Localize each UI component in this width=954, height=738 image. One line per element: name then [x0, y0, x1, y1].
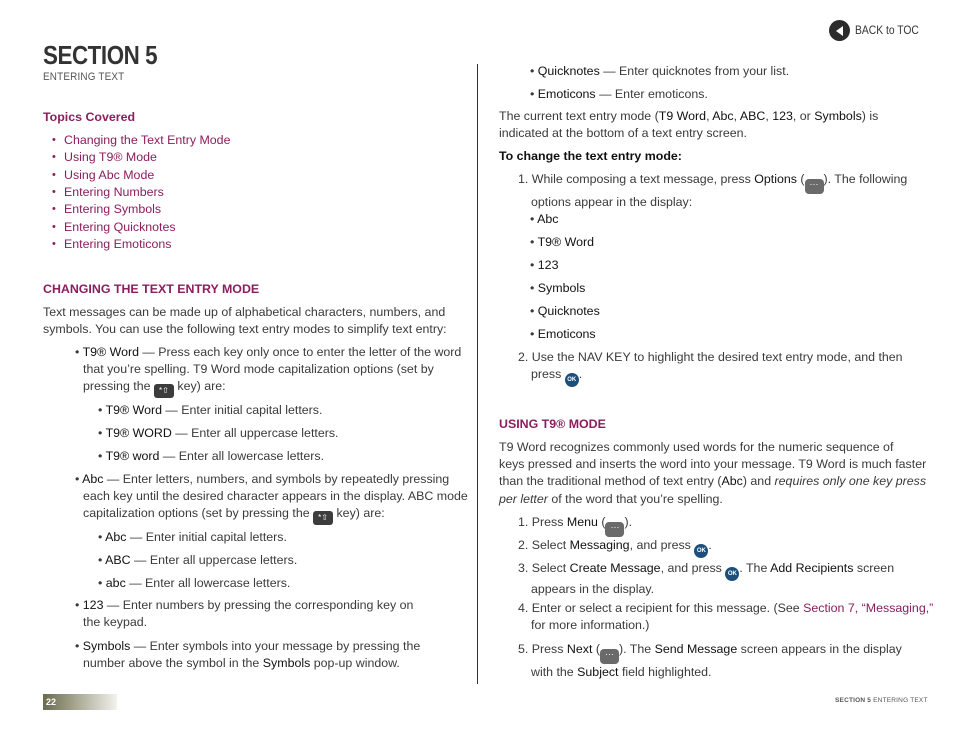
topic-link[interactable]: Entering Numbers [64, 184, 164, 199]
topic-link[interactable]: Entering Quicknotes [64, 219, 176, 234]
topic-item[interactable]: • Changing the Text Entry Mode [52, 132, 230, 149]
step-2: 2. Use the NAV KEY to highlight the desired text entry mode, and then press OK . [518, 349, 903, 387]
menu-key-icon: ··· [605, 522, 624, 537]
topics-list [52, 132, 230, 253]
t9-step-3: 3. Select Create Message, and press OK . The Add Recipients screen appears in the display. [518, 561, 895, 596]
ok-key-icon: OK [725, 567, 739, 581]
symbols-bullet: • Symbols — Enter symbols into your message by pressing the number above the symbol in the Symbols pop-up window. [75, 639, 421, 671]
t9-step-4: 4. Enter or select a recipient for this message. (See Section 7, “Messaging,” for more information.) [518, 601, 934, 633]
topic-link[interactable]: Using T9® Mode [64, 150, 157, 165]
ok-key-icon: OK [565, 373, 579, 387]
shift-key-icon: *⇧ [154, 384, 174, 398]
abc-option: • Abc — Enter initial capital letters. [98, 530, 287, 544]
topic-item[interactable]: • Entering Emoticons [52, 236, 230, 253]
using-t9-heading: USING T9® MODE [499, 417, 606, 431]
footer-section-label: SECTION 5 ENTERING TEXT [835, 697, 928, 704]
topic-item[interactable]: • Entering Quicknotes [52, 218, 230, 235]
shift-key-icon: *⇧ [313, 511, 333, 525]
topic-item[interactable]: • Entering Symbols [52, 201, 230, 218]
mode-option: • Abc [530, 212, 559, 226]
t9-option: • T9® word — Enter all lowercase letters. [98, 449, 325, 463]
t9-step-2: 2. Select Messaging, and press OK . [518, 537, 712, 558]
numbers-bullet: • 123 — Enter numbers by pressing the corresponding key on the keypad. [75, 598, 414, 630]
column-divider [477, 64, 478, 684]
topic-item[interactable]: • Using T9® Mode [52, 149, 230, 166]
back-to-toc-button[interactable] [829, 20, 929, 41]
abc-option: • ABC — Enter all uppercase letters. [98, 553, 298, 567]
intro-paragraph: Text messages can be made up of alphabetical characters, numbers, and symbols. You can use the following text entry modes to simplify text entry: [43, 305, 447, 337]
change-mode-heading: To change the text entry mode: [499, 149, 682, 163]
messaging-section-link[interactable]: Section 7, “Messaging,” [803, 601, 934, 615]
section-title: SECTION 5 [43, 40, 158, 70]
abc-option: • abc — Enter all lowercase letters. [98, 576, 291, 590]
abc-bullet: • Abc — Enter letters, numbers, and symbols by repeatedly pressing each key until the desired character appears in the display. ABC mode capitalization options (set by pressing the *⇧ key) are: [75, 471, 468, 525]
t9-option: • T9® Word — Enter initial capital letters. [98, 403, 323, 417]
quicknotes-bullet: • Quicknotes — Enter quicknotes from your list. [530, 64, 790, 78]
t9-step-5: 5. Press Next ( ··· ). The Send Message screen appears in the display with the Subject field highlighted. [518, 642, 902, 679]
ok-key-icon: OK [694, 544, 708, 558]
back-to-toc-label: BACK to TOC [855, 22, 919, 37]
topic-link[interactable]: Changing the Text Entry Mode [64, 133, 231, 148]
t9-paragraph: T9 Word recognizes commonly used words for the numeric sequence of keys pressed and inserts the word into your message. T9 Word is much faster than the traditional method of text entry (Abc) and requires only one key press per letter of the word that you’re spelling. [499, 440, 927, 506]
topic-item[interactable]: • Entering Numbers [52, 184, 230, 201]
step-1: 1. While composing a text message, press Options ( ··· ). The following options appear in the display: [518, 172, 908, 209]
topics-heading: Topics Covered [43, 110, 136, 124]
topic-link[interactable]: Using Abc Mode [64, 167, 155, 182]
t9-option: • T9® WORD — Enter all uppercase letters. [98, 426, 339, 440]
t9-step-1: 1. Press Menu ( ··· ). [518, 514, 632, 537]
section-subtitle: ENTERING TEXT [43, 71, 125, 83]
topic-item[interactable]: • Using Abc Mode [52, 167, 230, 184]
back-arrow-icon [829, 20, 850, 41]
mode-option: • T9® Word [530, 235, 594, 249]
mode-option: • 123 [530, 258, 559, 272]
topic-link[interactable]: Entering Emoticons [64, 236, 172, 251]
topic-link[interactable]: Entering Symbols [64, 202, 162, 217]
current-mode-paragraph: The current text entry mode (T9 Word, Abc, ABC, 123, or Symbols) is indicated at the bottom of a text entry screen. [499, 109, 879, 141]
mode-option: • Emoticons [530, 327, 596, 341]
changing-mode-heading: CHANGING THE TEXT ENTRY MODE [43, 282, 260, 296]
emoticons-bullet: • Emoticons — Enter emoticons. [530, 87, 708, 101]
t9-bullet: • T9® Word — Press each key only once to enter the letter of the word that you’re spelling. T9 Word mode capitalization options (set by pressing the *⇧ key) are: [75, 344, 461, 398]
mode-option: • Symbols [530, 281, 586, 295]
mode-option: • Quicknotes [530, 304, 600, 318]
next-key-icon: ··· [600, 649, 619, 664]
options-key-icon: ··· [805, 179, 824, 194]
page-number: 22 [46, 697, 57, 707]
